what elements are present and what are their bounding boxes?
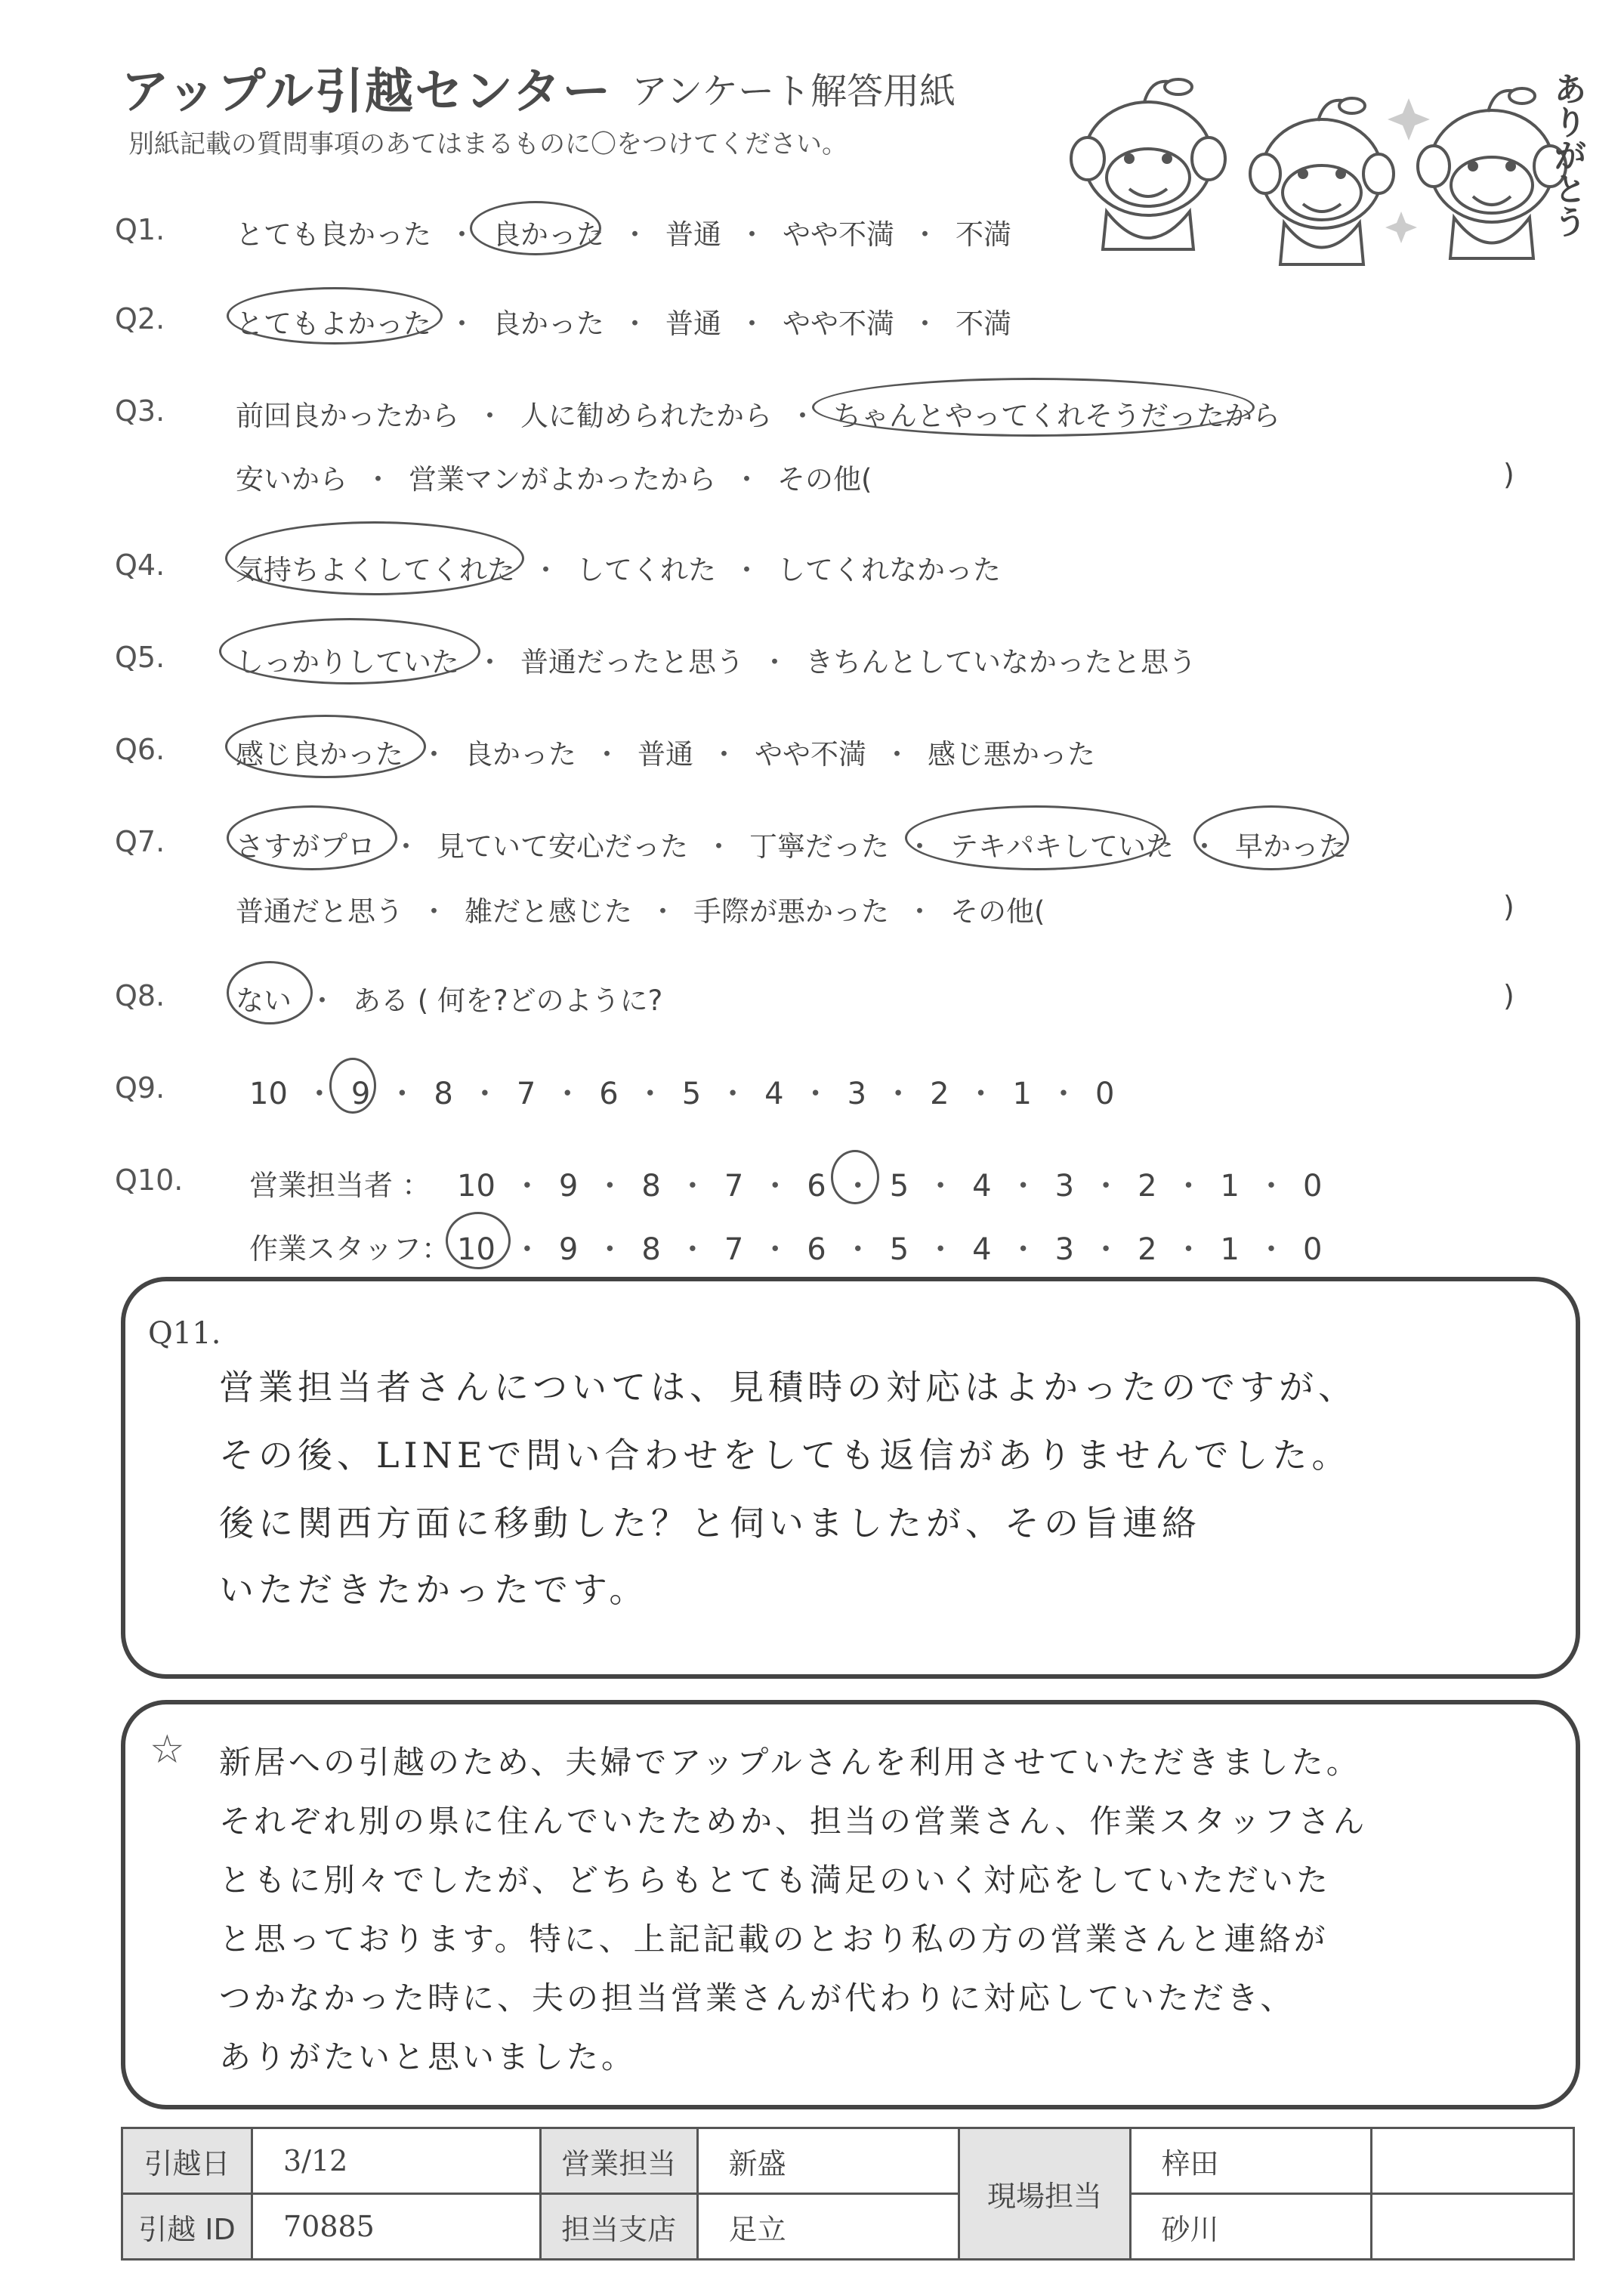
form-subtitle: アンケート解答用紙 (631, 70, 956, 113)
q8-close-paren: ) (1503, 979, 1514, 1012)
q1-option[interactable]: 普通 (665, 218, 721, 251)
q10-sales-value[interactable]: 3 (1054, 1169, 1075, 1204)
q1-option[interactable]: とても良かった (236, 218, 431, 251)
q4-option[interactable]: 気持ちよくしてくれた (236, 554, 515, 586)
q3-close-paren: ) (1503, 458, 1514, 491)
mascot-thanks-text: ありがとう (1548, 72, 1586, 238)
q7-option[interactable]: 早かった (1235, 830, 1347, 863)
q2-selection-circle (227, 287, 443, 345)
q8-label: Q8. (115, 979, 165, 1012)
q7-option-other[interactable]: その他( (950, 895, 1045, 928)
q10-staff-value[interactable]: 0 (1302, 1232, 1323, 1267)
q8-option[interactable]: ない (236, 984, 292, 1017)
site-staff-value-2[interactable]: 砂川 (1130, 2194, 1372, 2260)
q7-options-line2: 普通だと思う ・ 雑だと感じた ・ 手際が悪かった ・ その他( (236, 888, 1045, 929)
q10-staff-value[interactable]: 3 (1054, 1232, 1075, 1267)
q10-sales-value[interactable]: 9 (558, 1169, 579, 1204)
q9-value[interactable]: 6 (599, 1077, 619, 1111)
instruction-text: 別紙記載の質問事項のあてはまるものに〇をつけてください。 (128, 129, 848, 159)
sales-rep-value[interactable]: 新盛 (697, 2128, 959, 2194)
q9-value[interactable]: 5 (681, 1077, 702, 1111)
q8-selection-circle (227, 961, 313, 1024)
q7-label: Q7. (115, 825, 165, 858)
q10-staff-value[interactable]: 9 (558, 1232, 579, 1267)
q5-selection-circle (219, 618, 480, 685)
q6-options: 感じ良かった ・ 良かった ・ 普通 ・ やや不満 ・ 感じ悪かった (236, 731, 1095, 772)
q10-sales-scale: 10 ・ 9 ・ 8 ・ 7 ・ 6 ・ 5 ・ 4 ・ 3 ・ 2 ・ 1 ・ 0 (457, 1169, 1323, 1204)
q9-value[interactable]: 10 (249, 1077, 288, 1111)
q9-value[interactable]: 3 (847, 1077, 867, 1111)
q7-option[interactable]: 雑だと感じた (465, 895, 632, 928)
q6-option[interactable]: 普通 (638, 738, 693, 771)
q10-staff-value[interactable]: 7 (724, 1232, 744, 1267)
q7-option[interactable]: 手際が悪かった (693, 895, 889, 928)
q1-option[interactable]: 良かった (492, 218, 604, 251)
move-id-label: 引越 ID (122, 2194, 252, 2260)
q4-options: 気持ちよくしてくれた ・ してくれた ・ してくれなかった (236, 547, 1001, 588)
q7-option[interactable]: 見ていて安心だった (437, 830, 688, 863)
q9-value[interactable]: 2 (930, 1077, 949, 1111)
q4-option[interactable]: してくれなかった (777, 554, 1001, 586)
q6-option[interactable]: やや不満 (755, 738, 866, 771)
q6-label: Q6. (115, 733, 165, 766)
q10-sales-value[interactable]: 0 (1302, 1169, 1323, 1204)
q2-option[interactable]: とてもよかった (236, 307, 431, 340)
q6-selection-circle (225, 715, 426, 778)
company-title: アップル引越センター (121, 64, 613, 120)
q3-options-line1: 前回良かったから ・ 人に勧められたから ・ ちゃんとやってくれそうだったから (236, 393, 1280, 434)
q10-staff-selection-circle (446, 1212, 511, 1269)
q9-value[interactable]: 7 (516, 1077, 536, 1111)
q9-value[interactable]: 1 (1012, 1077, 1032, 1111)
q3-option[interactable]: 安いから (236, 463, 347, 496)
empty-cell[interactable] (1372, 2194, 1574, 2260)
q10-staff-scale: 10 ・ 9 ・ 8 ・ 7 ・ 6 ・ 5 ・ 4 ・ 3 ・ 2 ・ 1 ・ 0 (457, 1232, 1323, 1267)
q9-scale: 10 ・ 9 ・ 8 ・ 7 ・ 6 ・ 5 ・ 4 ・ 3 ・ 2 ・ 1 ・ 0 (249, 1077, 1115, 1111)
q5-label: Q5. (115, 641, 165, 674)
footer-info-table (121, 2127, 1575, 2261)
q2-options: とてもよかった ・ 良かった ・ 普通 ・ やや不満 ・ 不満 (236, 301, 1011, 341)
q10-sales-value[interactable]: 1 (1220, 1169, 1240, 1204)
q7-options-line1: さすがプロ ・ 見ていて安心だった ・ 丁寧だった ・ テキパキしていた ・ 早かった (236, 824, 1347, 864)
move-date-label: 引越日 (122, 2128, 252, 2194)
q11-comment-line: いただきたかったです。 (219, 1569, 649, 1610)
q9-label: Q9. (115, 1071, 165, 1105)
q1-selection-circle (470, 201, 601, 255)
q3-selection-circle (812, 378, 1255, 437)
q10-sales-value[interactable]: 2 (1138, 1169, 1157, 1204)
q10-sales-label: 営業担当者 ： (249, 1169, 431, 1202)
q11-comment-line: その後、LINEで問い合わせをしても返信がありませんでした。 (219, 1435, 1351, 1476)
move-date-value[interactable]: 3/12 (252, 2128, 540, 2194)
q6-option[interactable]: 感じ良かった (236, 738, 403, 771)
q9-value[interactable]: 0 (1095, 1077, 1115, 1111)
q6-option[interactable]: 感じ悪かった (928, 738, 1095, 771)
free-comment-line: と思っております。特に、上記記載のとおり私の方の営業さんと連絡が (219, 1921, 1329, 1958)
q5-option[interactable]: しっかりしていた (236, 646, 459, 678)
q9-value[interactable]: 8 (434, 1077, 453, 1111)
free-comment-line: つかなかった時に、夫の担当営業さんが代わりに対応していただき、 (219, 1979, 1295, 2016)
branch-label: 担当支店 (540, 2194, 697, 2260)
empty-cell[interactable] (1372, 2128, 1574, 2194)
q9-value[interactable]: 9 (350, 1077, 371, 1111)
q10-staff-value[interactable]: 5 (889, 1232, 909, 1267)
q1-options: とても良かった ・ 良かった ・ 普通 ・ やや不満 ・ 不満 (236, 212, 1011, 252)
q2-option[interactable]: 良かった (492, 307, 604, 340)
q10-sales-value[interactable]: 10 (457, 1169, 496, 1204)
q11-comment-line: 後に関西方面に移動した？と伺いましたが、その旨連絡 (219, 1503, 1201, 1544)
sales-rep-label: 営業担当 (540, 2128, 697, 2194)
q7-close-paren: ) (1503, 890, 1514, 923)
q10-sales-selection-circle (831, 1150, 879, 1204)
q10-staff-value[interactable]: 10 (457, 1232, 496, 1267)
q11-label: Q11. (148, 1316, 221, 1351)
q5-options: しっかりしていた ・ 普通だったと思う ・ きちんとしていなかったと思う (236, 639, 1196, 680)
q2-option[interactable]: 不満 (956, 307, 1011, 340)
q4-selection-circle (225, 521, 524, 595)
q3-label: Q3. (115, 394, 165, 428)
move-id-value[interactable]: 70885 (252, 2194, 540, 2260)
free-comment-line: ともに別々でしたが、どちらもとても満足のいく対応をしていただいた (219, 1862, 1332, 1899)
star-icon: ☆ (150, 1727, 185, 1772)
q10-staff-value[interactable]: 1 (1220, 1232, 1240, 1267)
mascot-illustration (1054, 53, 1598, 287)
q7-selection-circle-2 (905, 805, 1166, 870)
q6-option[interactable]: 良かった (465, 738, 576, 771)
q10-label: Q10. (115, 1163, 184, 1197)
q10-sales-value[interactable]: 7 (724, 1169, 744, 1204)
q1-option[interactable]: 不満 (956, 218, 1011, 251)
q3-option-other[interactable]: その他( (777, 463, 872, 496)
q8-options: ない ・ ある ( 何を?どのように? (236, 978, 662, 1018)
site-staff-value-1[interactable]: 梓田 (1130, 2128, 1372, 2194)
branch-value[interactable]: 足立 (697, 2194, 959, 2260)
q10-staff-label: 作業スタッフ： (249, 1232, 451, 1265)
free-comment-line: ありがたいと思いました。 (219, 2038, 637, 2075)
q2-option[interactable]: 普通 (665, 307, 721, 340)
q10-staff-value[interactable]: 8 (641, 1232, 661, 1267)
q4-option[interactable]: してくれた (576, 554, 716, 586)
q3-option[interactable]: 前回良かったから (236, 400, 459, 432)
q10-sales-value[interactable]: 5 (889, 1169, 909, 1204)
q7-option[interactable]: 丁寧だった (749, 830, 889, 863)
q7-option[interactable]: テキパキしていた (950, 830, 1174, 863)
q10-staff-value[interactable]: 2 (1138, 1232, 1157, 1267)
q7-option[interactable]: 普通だと思う (236, 895, 403, 928)
q9-value[interactable]: 4 (764, 1077, 784, 1111)
free-comment-line: それぞれ別の県に住んでいたためか、担当の営業さん、作業スタッフさん (219, 1803, 1368, 1840)
q3-option[interactable]: ちゃんとやってくれそうだったから (833, 400, 1280, 432)
free-comment-line: 新居への引越のため、夫婦でアップルさんを利用させていただきました。 (219, 1744, 1361, 1781)
q10-sales-value[interactable]: 4 (972, 1169, 992, 1204)
q8-option[interactable]: ある ( 何を?どのように? (353, 984, 663, 1017)
q10-sales-value[interactable]: 6 (807, 1169, 826, 1204)
q3-option[interactable]: 人に勧められたから (520, 400, 772, 432)
q7-option[interactable]: さすがプロ (236, 830, 375, 863)
q1-label: Q1. (115, 213, 165, 246)
q10-staff-value[interactable]: 6 (807, 1232, 826, 1267)
q9-selection-circle (329, 1058, 376, 1114)
q1-option[interactable]: やや不満 (783, 218, 894, 251)
q5-option[interactable]: 普通だったと思う (520, 646, 744, 678)
q3-options-line2: 安いから ・ 営業マンがよかったから ・ その他( (236, 456, 872, 497)
q4-label: Q4. (115, 549, 165, 582)
q11-comment-box[interactable] (121, 1277, 1580, 1679)
site-staff-label: 現場担当 (959, 2128, 1130, 2260)
q2-option[interactable]: やや不満 (783, 307, 894, 340)
q10-sales-value[interactable]: 8 (641, 1169, 661, 1204)
q7-selection-circle-1 (227, 805, 397, 870)
q10-staff-value[interactable]: 4 (972, 1232, 992, 1267)
q3-option[interactable]: 営業マンがよかったから (409, 463, 716, 496)
q7-selection-circle-3 (1193, 805, 1349, 870)
q2-label: Q2. (115, 302, 165, 335)
q11-comment-line: 営業担当者さんについては、見積時の対応はよかったのですが、 (219, 1367, 1358, 1408)
q5-option[interactable]: きちんとしていなかったと思う (805, 646, 1196, 678)
